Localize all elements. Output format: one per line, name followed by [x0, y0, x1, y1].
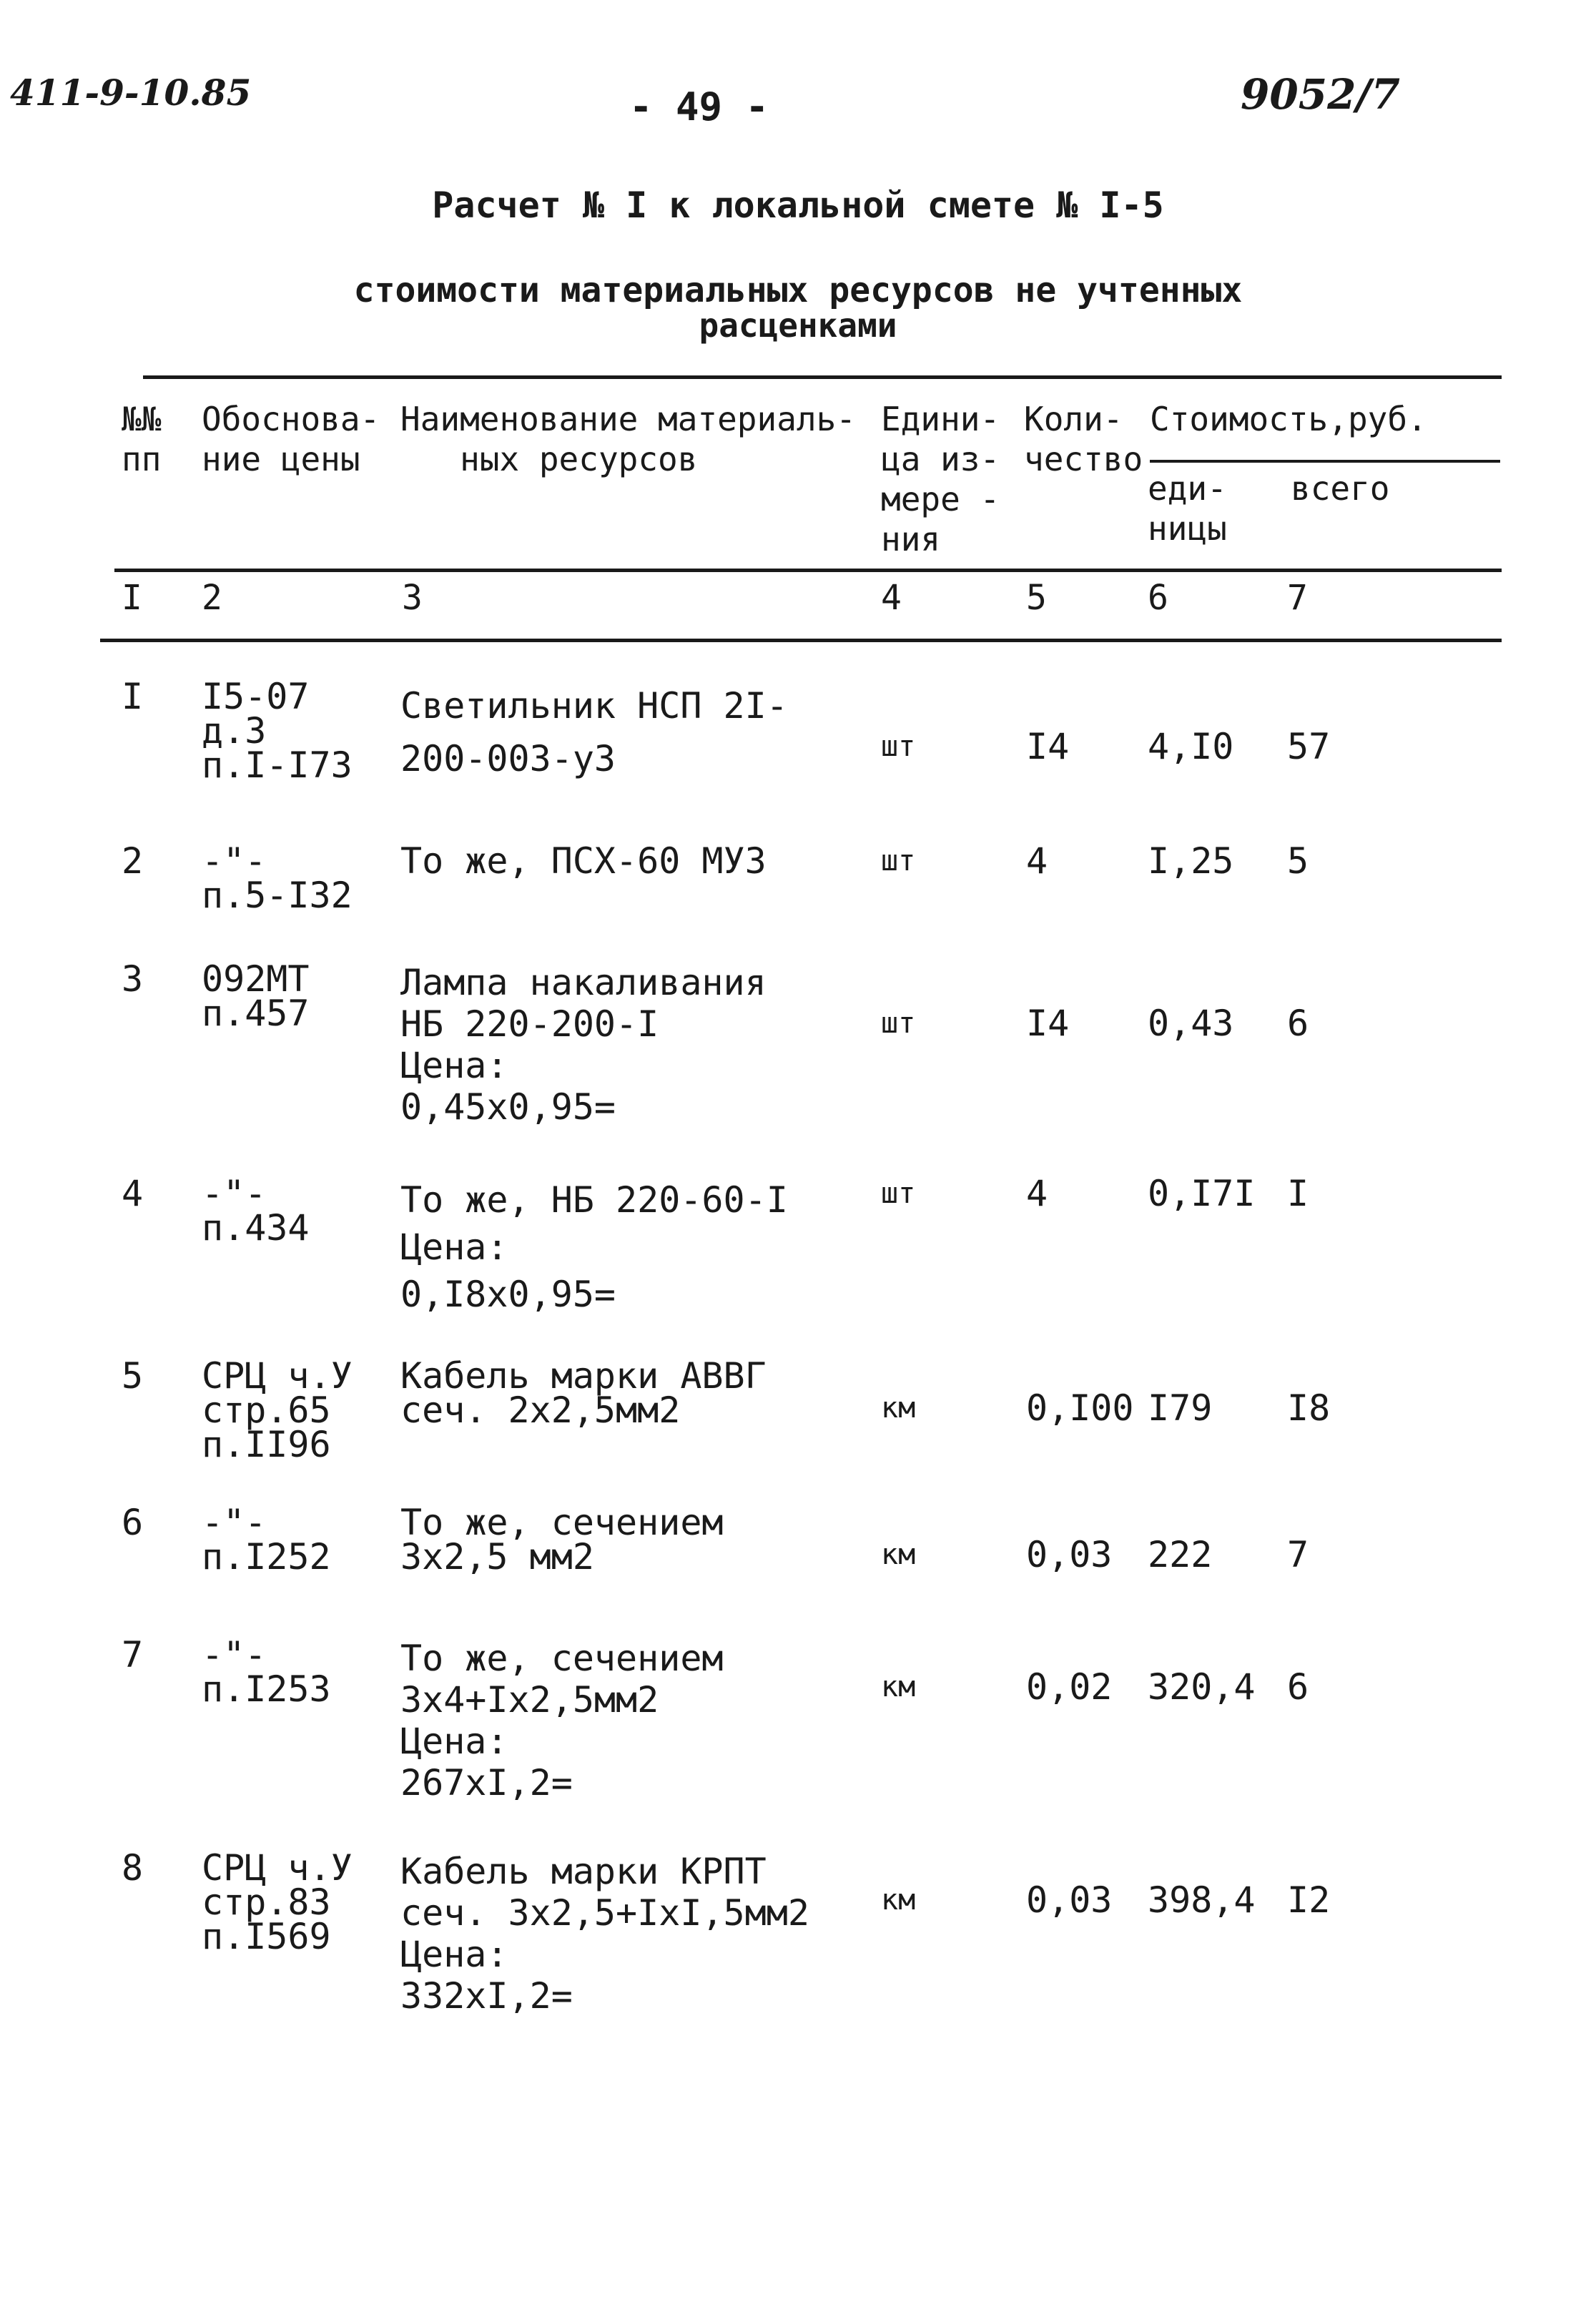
price-basis: СРЦ ч.У стр.83 п.I569	[202, 1847, 353, 1957]
unit: шт	[881, 1177, 916, 1210]
header-price-basis: Обоснова- ние цены	[202, 400, 380, 478]
unit: км	[881, 1538, 916, 1571]
unit: шт	[881, 730, 916, 763]
document-code: 411-9-10.85	[10, 72, 252, 114]
unit-cost: 398,4	[1148, 1879, 1256, 1921]
material-name: То же, сечением 3х2,5 мм2	[400, 1502, 724, 1578]
material-name: Лампа накаливания НБ 220-200-I Цена: 0,45х0,95=	[400, 962, 767, 1128]
total-cost: I2	[1287, 1879, 1331, 1921]
price-basis: 092МТ п.457	[202, 958, 310, 1034]
row-number: 6	[122, 1502, 144, 1543]
header-quantity: Коли- чество	[1024, 400, 1143, 478]
column-numbers-bottom-rule	[100, 639, 1502, 642]
material-name: То же, ПСХ-60 МУЗ	[400, 840, 767, 882]
material-name: Светильник НСП 2I- 200-003-у3	[400, 685, 788, 779]
header-material-name: Наименование материаль- ных ресурсов	[400, 400, 856, 478]
unit: шт	[881, 1007, 916, 1040]
unit-cost: 4,I0	[1148, 726, 1234, 767]
total-cost: 57	[1287, 726, 1331, 767]
price-basis: СРЦ ч.У стр.65 п.II96	[202, 1355, 353, 1465]
price-basis: -"- п.I252	[202, 1502, 331, 1578]
header-bottom-rule	[114, 569, 1502, 572]
unit: км	[881, 1884, 916, 1917]
page-number: - 49 -	[629, 84, 769, 129]
total-cost: 7	[1287, 1534, 1309, 1575]
unit-cost: I,25	[1148, 840, 1234, 882]
column-number: 5	[1026, 578, 1047, 618]
table-top-rule	[143, 375, 1502, 379]
price-basis: -"- п.I253	[202, 1634, 331, 1710]
row-number: 4	[122, 1173, 144, 1214]
quantity: I4	[1026, 1003, 1070, 1044]
row-number: 7	[122, 1634, 144, 1676]
unit-cost: 222	[1148, 1534, 1213, 1575]
unit: км	[881, 1392, 916, 1425]
unit: шт	[881, 845, 916, 877]
cost-subheader-rule	[1150, 460, 1500, 463]
total-cost: I	[1287, 1173, 1309, 1214]
header-unit: Едини- ца из- мере - ния	[881, 400, 1000, 559]
unit: км	[881, 1671, 916, 1703]
page-title: Расчет № I к локальной смете № I-5	[432, 185, 1164, 226]
header-row-number: №№ пп	[122, 400, 162, 478]
column-number: 3	[402, 578, 423, 618]
total-cost: I8	[1287, 1387, 1331, 1429]
row-number: 2	[122, 840, 144, 882]
unit-cost: 0,43	[1148, 1003, 1234, 1044]
column-number: 4	[881, 578, 902, 618]
page-subtitle: стоимости материальных ресурсов не учтенных	[353, 270, 1243, 310]
row-number: I	[122, 676, 144, 717]
total-cost: 6	[1287, 1003, 1309, 1044]
material-name: Кабель марки КРПТ сеч. 3х2,5+IхI,5мм2 Цена: 332хI,2=	[400, 1851, 809, 2017]
column-number: 7	[1287, 578, 1308, 618]
quantity: 4	[1026, 1173, 1048, 1214]
total-cost: 5	[1287, 840, 1309, 882]
column-number: I	[122, 578, 142, 618]
header-unit-cost: еди- ницы	[1148, 469, 1227, 548]
row-number: 8	[122, 1847, 144, 1889]
material-name: То же, НБ 220-60-I Цена: 0,I8х0,95=	[400, 1179, 788, 1315]
quantity: 0,I00	[1026, 1387, 1134, 1429]
unit-cost: 0,I7I	[1148, 1173, 1256, 1214]
page-subtitle-continued: расценками	[699, 306, 897, 345]
price-basis: -"- п.434	[202, 1173, 310, 1249]
quantity: 0,03	[1026, 1534, 1113, 1575]
total-cost: 6	[1287, 1666, 1309, 1708]
price-basis: -"- п.5-I32	[202, 840, 353, 916]
header-cost: Стоимость,руб.	[1150, 400, 1427, 438]
quantity: 0,03	[1026, 1879, 1113, 1921]
unit-cost: 320,4	[1148, 1666, 1256, 1708]
row-number: 3	[122, 958, 144, 1000]
column-number: 2	[202, 578, 222, 618]
quantity: I4	[1026, 726, 1070, 767]
header-total: всего	[1291, 469, 1390, 508]
material-name: То же, сечением 3х4+Iх2,5мм2 Цена: 267хI,2=	[400, 1638, 724, 1804]
column-number: 6	[1148, 578, 1168, 618]
sheet-reference: 9052/7	[1241, 70, 1400, 119]
unit-cost: I79	[1148, 1387, 1213, 1429]
row-number: 5	[122, 1355, 144, 1397]
material-name: Кабель марки АВВГ сеч. 2х2,5мм2	[400, 1355, 767, 1431]
price-basis: I5-07 д.3 п.I-I73	[202, 676, 353, 786]
quantity: 4	[1026, 840, 1048, 882]
quantity: 0,02	[1026, 1666, 1113, 1708]
